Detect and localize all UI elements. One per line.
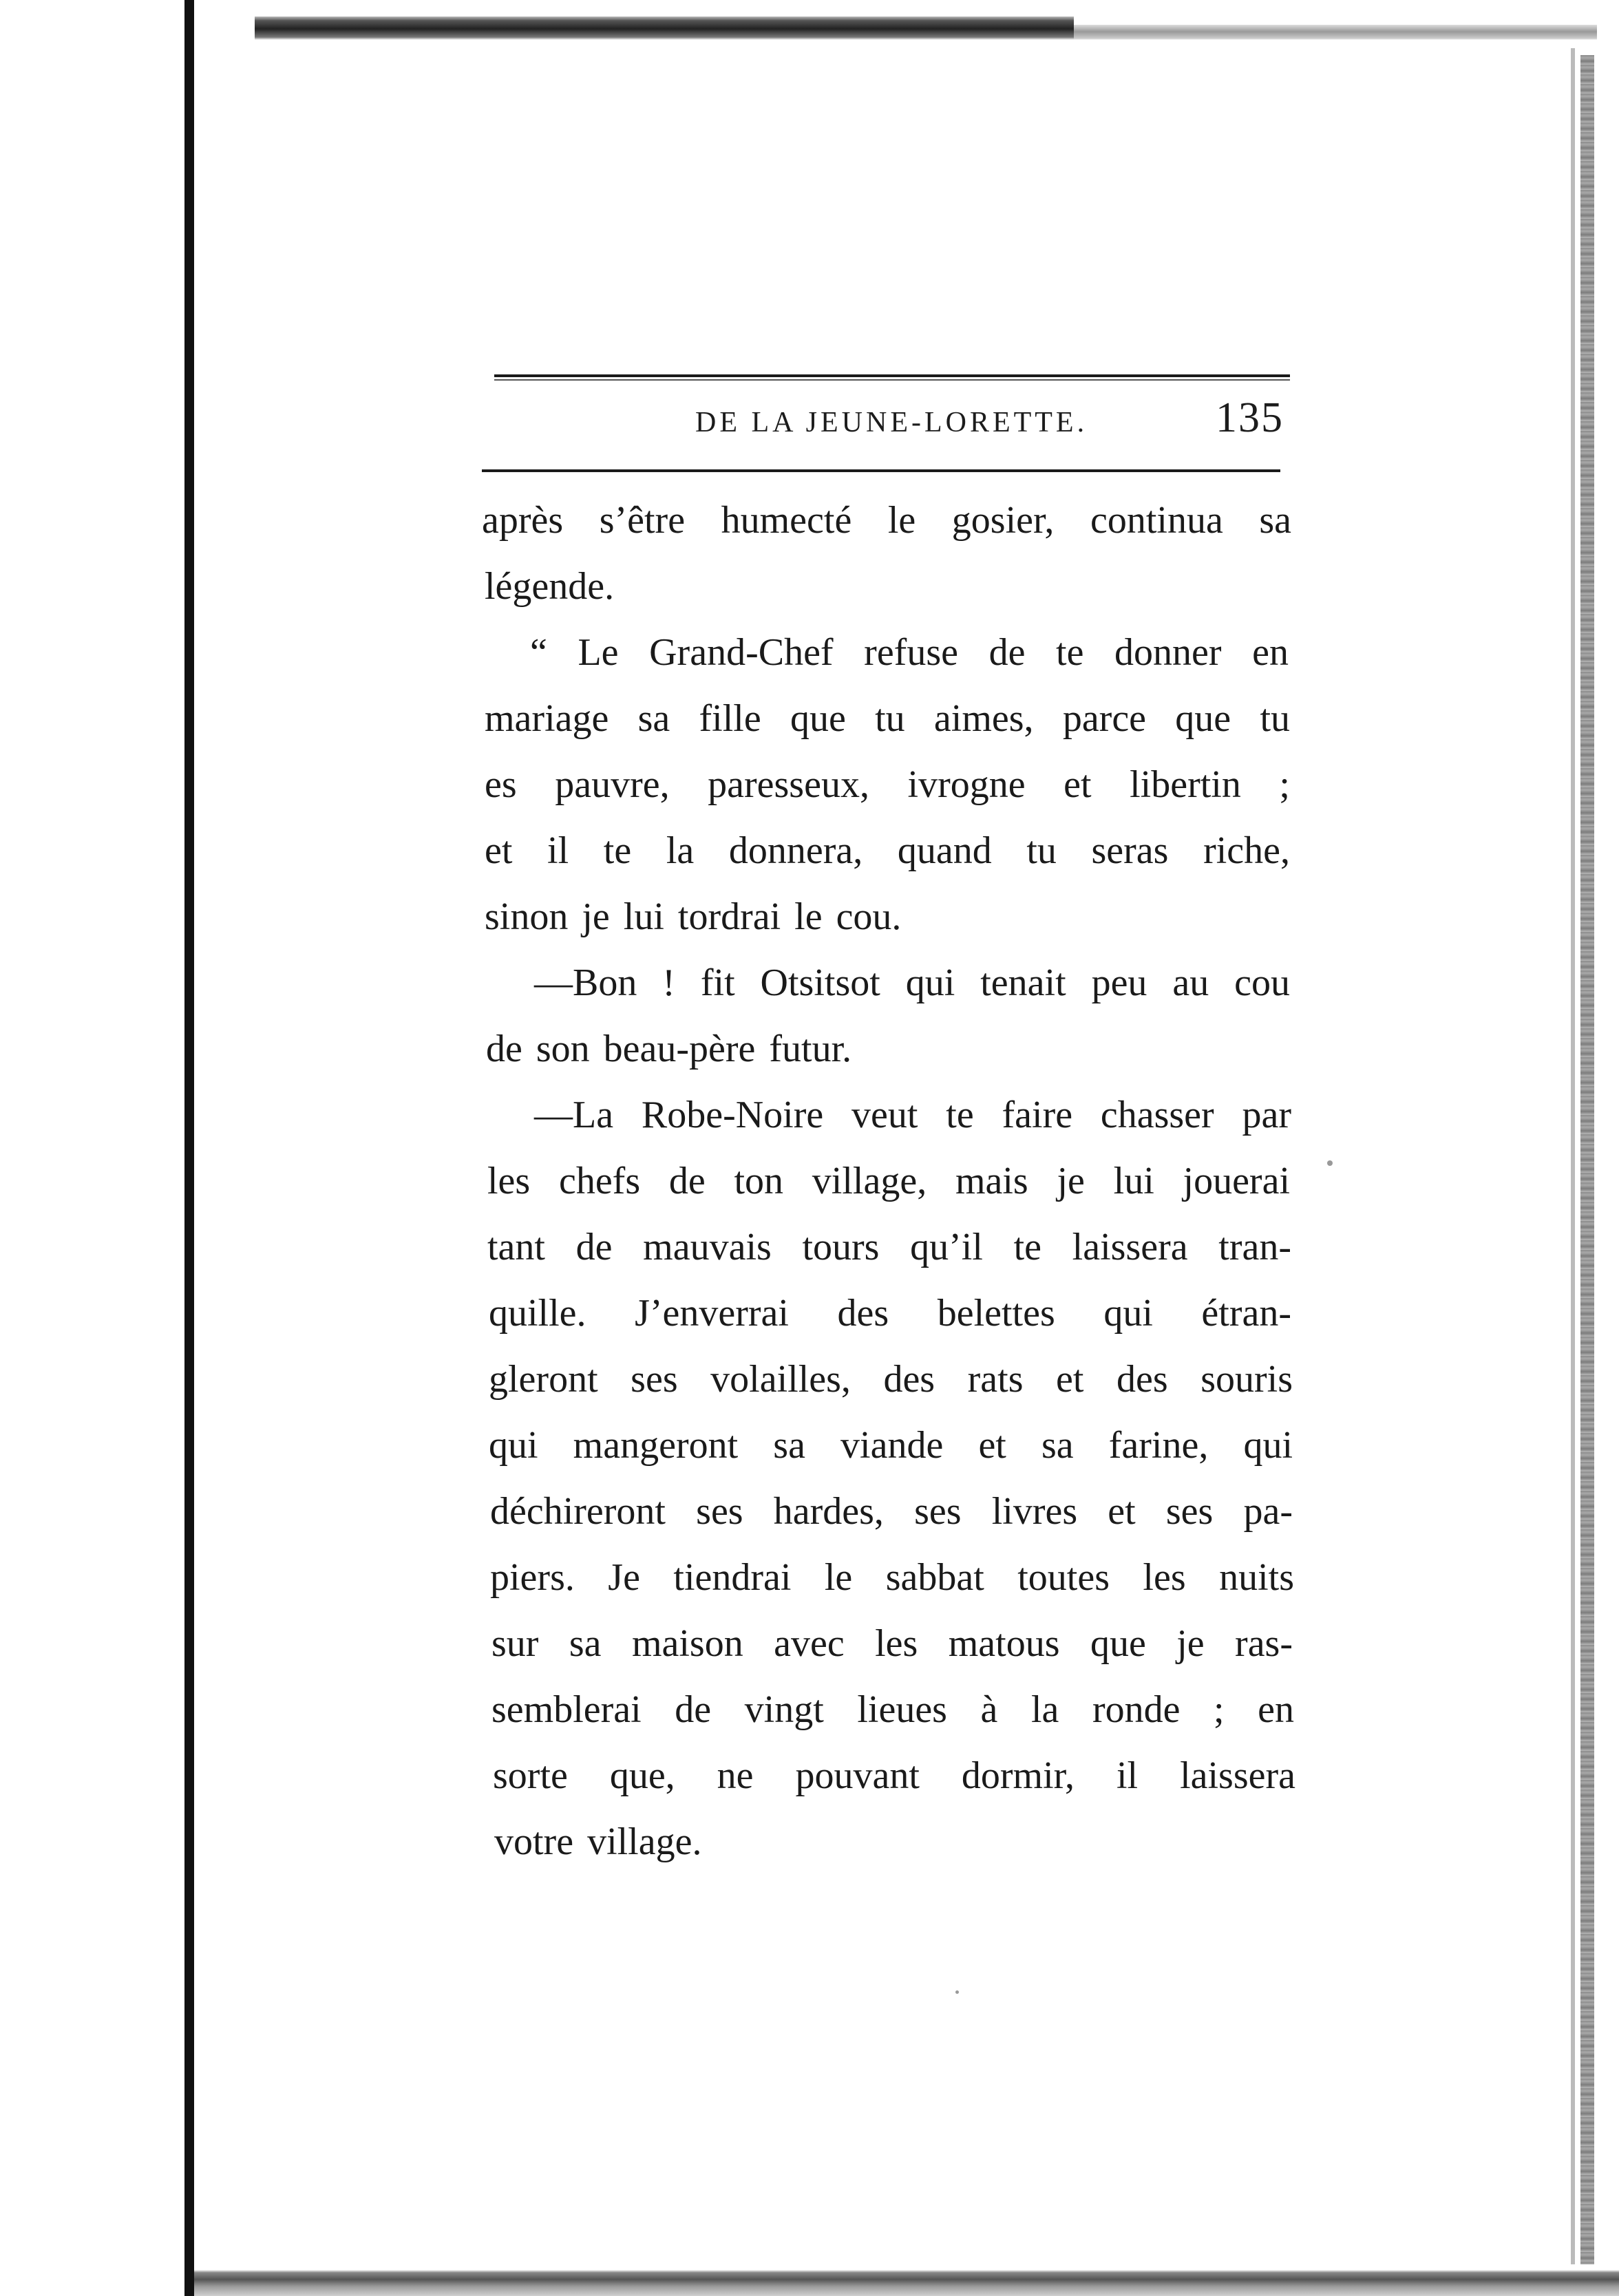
text-line: quille. J’enverrai des belettes qui étran-: [489, 1292, 1291, 1335]
text-line: déchireront ses hardes, ses livres et ses pa-: [490, 1490, 1293, 1533]
text-line: —Bon ! fit Otsitsot qui tenait peu au cou: [534, 961, 1290, 1004]
text-line: et il te la donnera, quand tu seras riche,: [485, 829, 1290, 872]
top-page-edge-shadow: [255, 17, 1074, 40]
text-line: “ Le Grand-Chef refuse de te donner en: [530, 631, 1289, 674]
text-line: légende.: [485, 565, 615, 608]
page-number: 135: [1216, 394, 1284, 441]
text-line: les chefs de ton village, mais je lui jouerai: [487, 1160, 1290, 1202]
text-line: de son beau-père futur.: [486, 1028, 852, 1070]
header-rule-top-thin: [494, 379, 1290, 381]
right-page-edge-inner: [1571, 48, 1575, 2264]
page-surface: [194, 40, 1571, 2264]
text-line: tant de mauvais tours qu’il te laissera tran-: [487, 1226, 1291, 1268]
text-line: sur sa maison avec les matous que je ras-: [491, 1622, 1293, 1665]
text-line: semblerai de vingt lieues à la ronde ; en: [491, 1688, 1294, 1731]
text-line: sinon je lui tordrai le cou.: [485, 895, 902, 938]
text-line: mariage sa fille que tu aimes, parce que tu: [485, 697, 1290, 740]
header-rule-top: [494, 374, 1290, 377]
text-line: votre village.: [494, 1820, 702, 1863]
text-line: es pauvre, paresseux, ivrogne et libertin ;: [485, 763, 1290, 806]
dust-speck: [955, 1990, 959, 1994]
text-line: —La Robe-Noire veut te faire chasser par: [534, 1094, 1291, 1136]
text-line: qui mangeront sa viande et sa farine, qui: [489, 1424, 1293, 1467]
bottom-page-edge-shadow: [194, 2264, 1619, 2296]
text-line: gleront ses volailles, des rats et des souris: [489, 1358, 1293, 1401]
header-rule-bottom: [482, 469, 1280, 472]
dust-speck: [1327, 1160, 1333, 1166]
text-line: piers. Je tiendrai le sabbat toutes les nuits: [490, 1556, 1294, 1599]
right-page-edge-stack: [1580, 55, 1594, 2264]
running-head: DE LA JEUNE-LORETTE.: [695, 407, 1088, 438]
top-page-edge-shadow-right: [1074, 25, 1597, 40]
book-binding-edge: [0, 0, 194, 2296]
text-line: sorte que, ne pouvant dormir, il laissera: [493, 1754, 1295, 1797]
text-line: après s’être humecté le gosier, continua sa: [482, 499, 1291, 542]
